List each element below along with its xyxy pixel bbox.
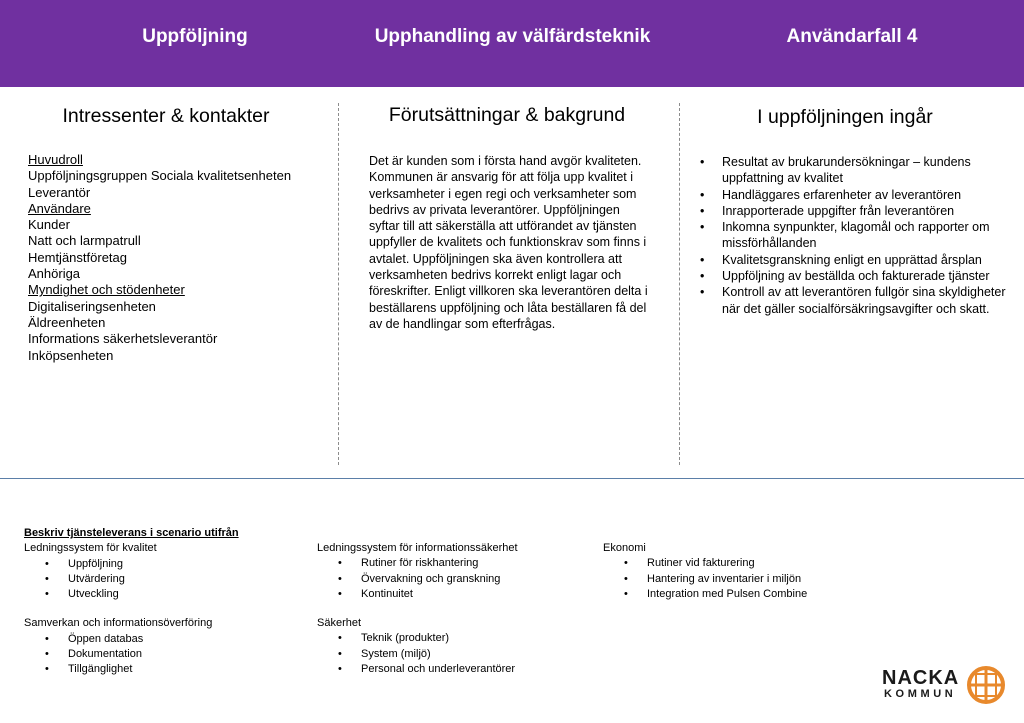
followup-item: • Kontroll av att leverantören fullgör sina skyldigheter när det gäller socialförsäkringsavgifter och skatt.	[700, 284, 1010, 317]
collaboration-title: Samverkan och informationsöverföring	[24, 617, 213, 630]
column-divider-1	[338, 103, 339, 465]
economy-item: • Integration med Pulsen Combine	[603, 587, 807, 602]
followup-item: • Inkomna synpunkter, klagomål och rapporter om missförhållanden	[700, 219, 1010, 252]
logo-text-nacka: NACKA	[882, 667, 960, 689]
economy-item: • Hantering av inventarier i miljön	[603, 572, 807, 587]
economy-item: • Rutiner vid fakturering	[603, 556, 807, 571]
background-line: syftar till att säkerställa att utförandet av tjänsten	[369, 219, 637, 234]
stakeholder-item: Natt och larmpatrull	[28, 233, 141, 249]
background-line: uppfyller de kvalitets och funktionskrav som finns i	[369, 235, 647, 250]
section-divider	[0, 478, 1024, 479]
background-line: föreskrifter. Enligt villkoren ska leverantören delta i	[369, 284, 648, 299]
infosec-item: • Övervakning och granskning	[317, 572, 518, 587]
background-line: bedrivs av privata leverantörer. Uppföljningen	[369, 202, 620, 217]
followup-item: • Inrapporterade uppgifter från leverantören	[700, 203, 1010, 219]
stakeholders-list	[28, 152, 291, 364]
followup-item: • Handläggares erfarenheter av leverantören	[700, 187, 1010, 203]
stakeholder-item: Inköpsenheten	[28, 347, 114, 363]
collaboration-item: • Tillgänglighet	[24, 662, 239, 677]
followup-item: • Resultat av brukarundersökningar – kundens uppfattning av kvalitet	[700, 154, 1010, 187]
stakeholder-group-heading: Användare	[28, 200, 91, 216]
stakeholder-item: Leverantör	[28, 184, 91, 200]
stakeholder-item: Äldreenheten	[28, 314, 106, 330]
followup-item: • Uppföljning av beställda och fakturerade tjänster	[700, 268, 1010, 284]
security-item: • Personal och underleverantörer	[317, 662, 518, 677]
logo-text-kommun: KOMMUN	[884, 688, 957, 700]
background-line: beställarens uppföljning och låta beställaren få del	[369, 300, 647, 315]
security-item: • System (miljö)	[317, 647, 518, 662]
security-item: • Teknik (produkter)	[317, 631, 518, 646]
infosec-system-title: Ledningssystem för informationssäkerhet	[317, 542, 518, 554]
collaboration-item: • Öppen databas	[24, 632, 239, 647]
stakeholder-item: Informations säkerhetsleverantör	[28, 331, 218, 347]
quality-item: • Utvärdering	[24, 572, 239, 587]
background-line: Kommunen är ansvarig för att följa upp kvalitet i	[369, 170, 634, 185]
stakeholder-item: Hemtjänstföretag	[28, 249, 127, 265]
header-right-title: Användarfall 4	[786, 26, 918, 47]
followup-item: • Kvalitetsgranskning enligt en upprättad årsplan	[700, 252, 1010, 268]
stakeholder-item: Anhöriga	[28, 266, 81, 282]
nacka-kommun-logo	[880, 664, 1010, 706]
stakeholder-item: Digitaliseringsenheten	[28, 298, 156, 314]
infosec-item: • Rutiner för riskhantering	[317, 556, 518, 571]
security-title: Säkerhet	[317, 617, 362, 630]
scenario-heading: Beskriv tjänsteleverans i scenario utifrån	[24, 527, 239, 539]
followup-includes-title: I uppföljningen ingår	[757, 106, 933, 128]
background-line: verksamheter i egen regi och verksamheter som	[369, 186, 637, 201]
logo-emblem-icon	[966, 664, 1006, 706]
collaboration-item: • Dokumentation	[24, 647, 239, 662]
quality-item: • Utveckling	[24, 587, 239, 602]
header-bar	[0, 0, 1024, 87]
background-title: Förutsättningar & bakgrund	[388, 104, 626, 126]
followup-includes-list	[700, 154, 1010, 317]
stakeholder-group-heading: Myndighet och stödenheter	[28, 282, 185, 298]
header-center-title: Upphandling av välfärdsteknik	[374, 26, 651, 47]
background-line: av de handlingar som efterfrågas.	[369, 316, 556, 331]
quality-item: • Uppföljning	[24, 557, 239, 572]
stakeholders-title: Intressenter & kontakter	[62, 105, 270, 127]
background-line: Det är kunden som i första hand avgör kvaliteten.	[369, 154, 642, 168]
background-text	[369, 153, 655, 332]
stakeholder-item: Kunder	[28, 217, 70, 233]
header-left-title: Uppföljning	[142, 26, 248, 47]
bottom-right-block	[603, 541, 807, 602]
bottom-middle-block	[317, 541, 518, 677]
column-divider-2	[679, 103, 680, 465]
quality-system-title: Ledningssystem för kvalitet	[24, 542, 157, 555]
background-line: avtalet. Uppföljningen ska även kontrollera att	[369, 251, 622, 266]
infosec-item: • Kontinuitet	[317, 587, 518, 602]
background-line: verksamheten bedrivs korrekt enligt lagar och	[369, 268, 622, 283]
stakeholder-item: Uppföljningsgruppen Sociala kvalitetsenheten	[28, 168, 292, 184]
bottom-left-block	[24, 526, 239, 678]
economy-title: Ekonomi	[603, 542, 646, 554]
stakeholder-group-heading: Huvudroll	[28, 152, 83, 167]
